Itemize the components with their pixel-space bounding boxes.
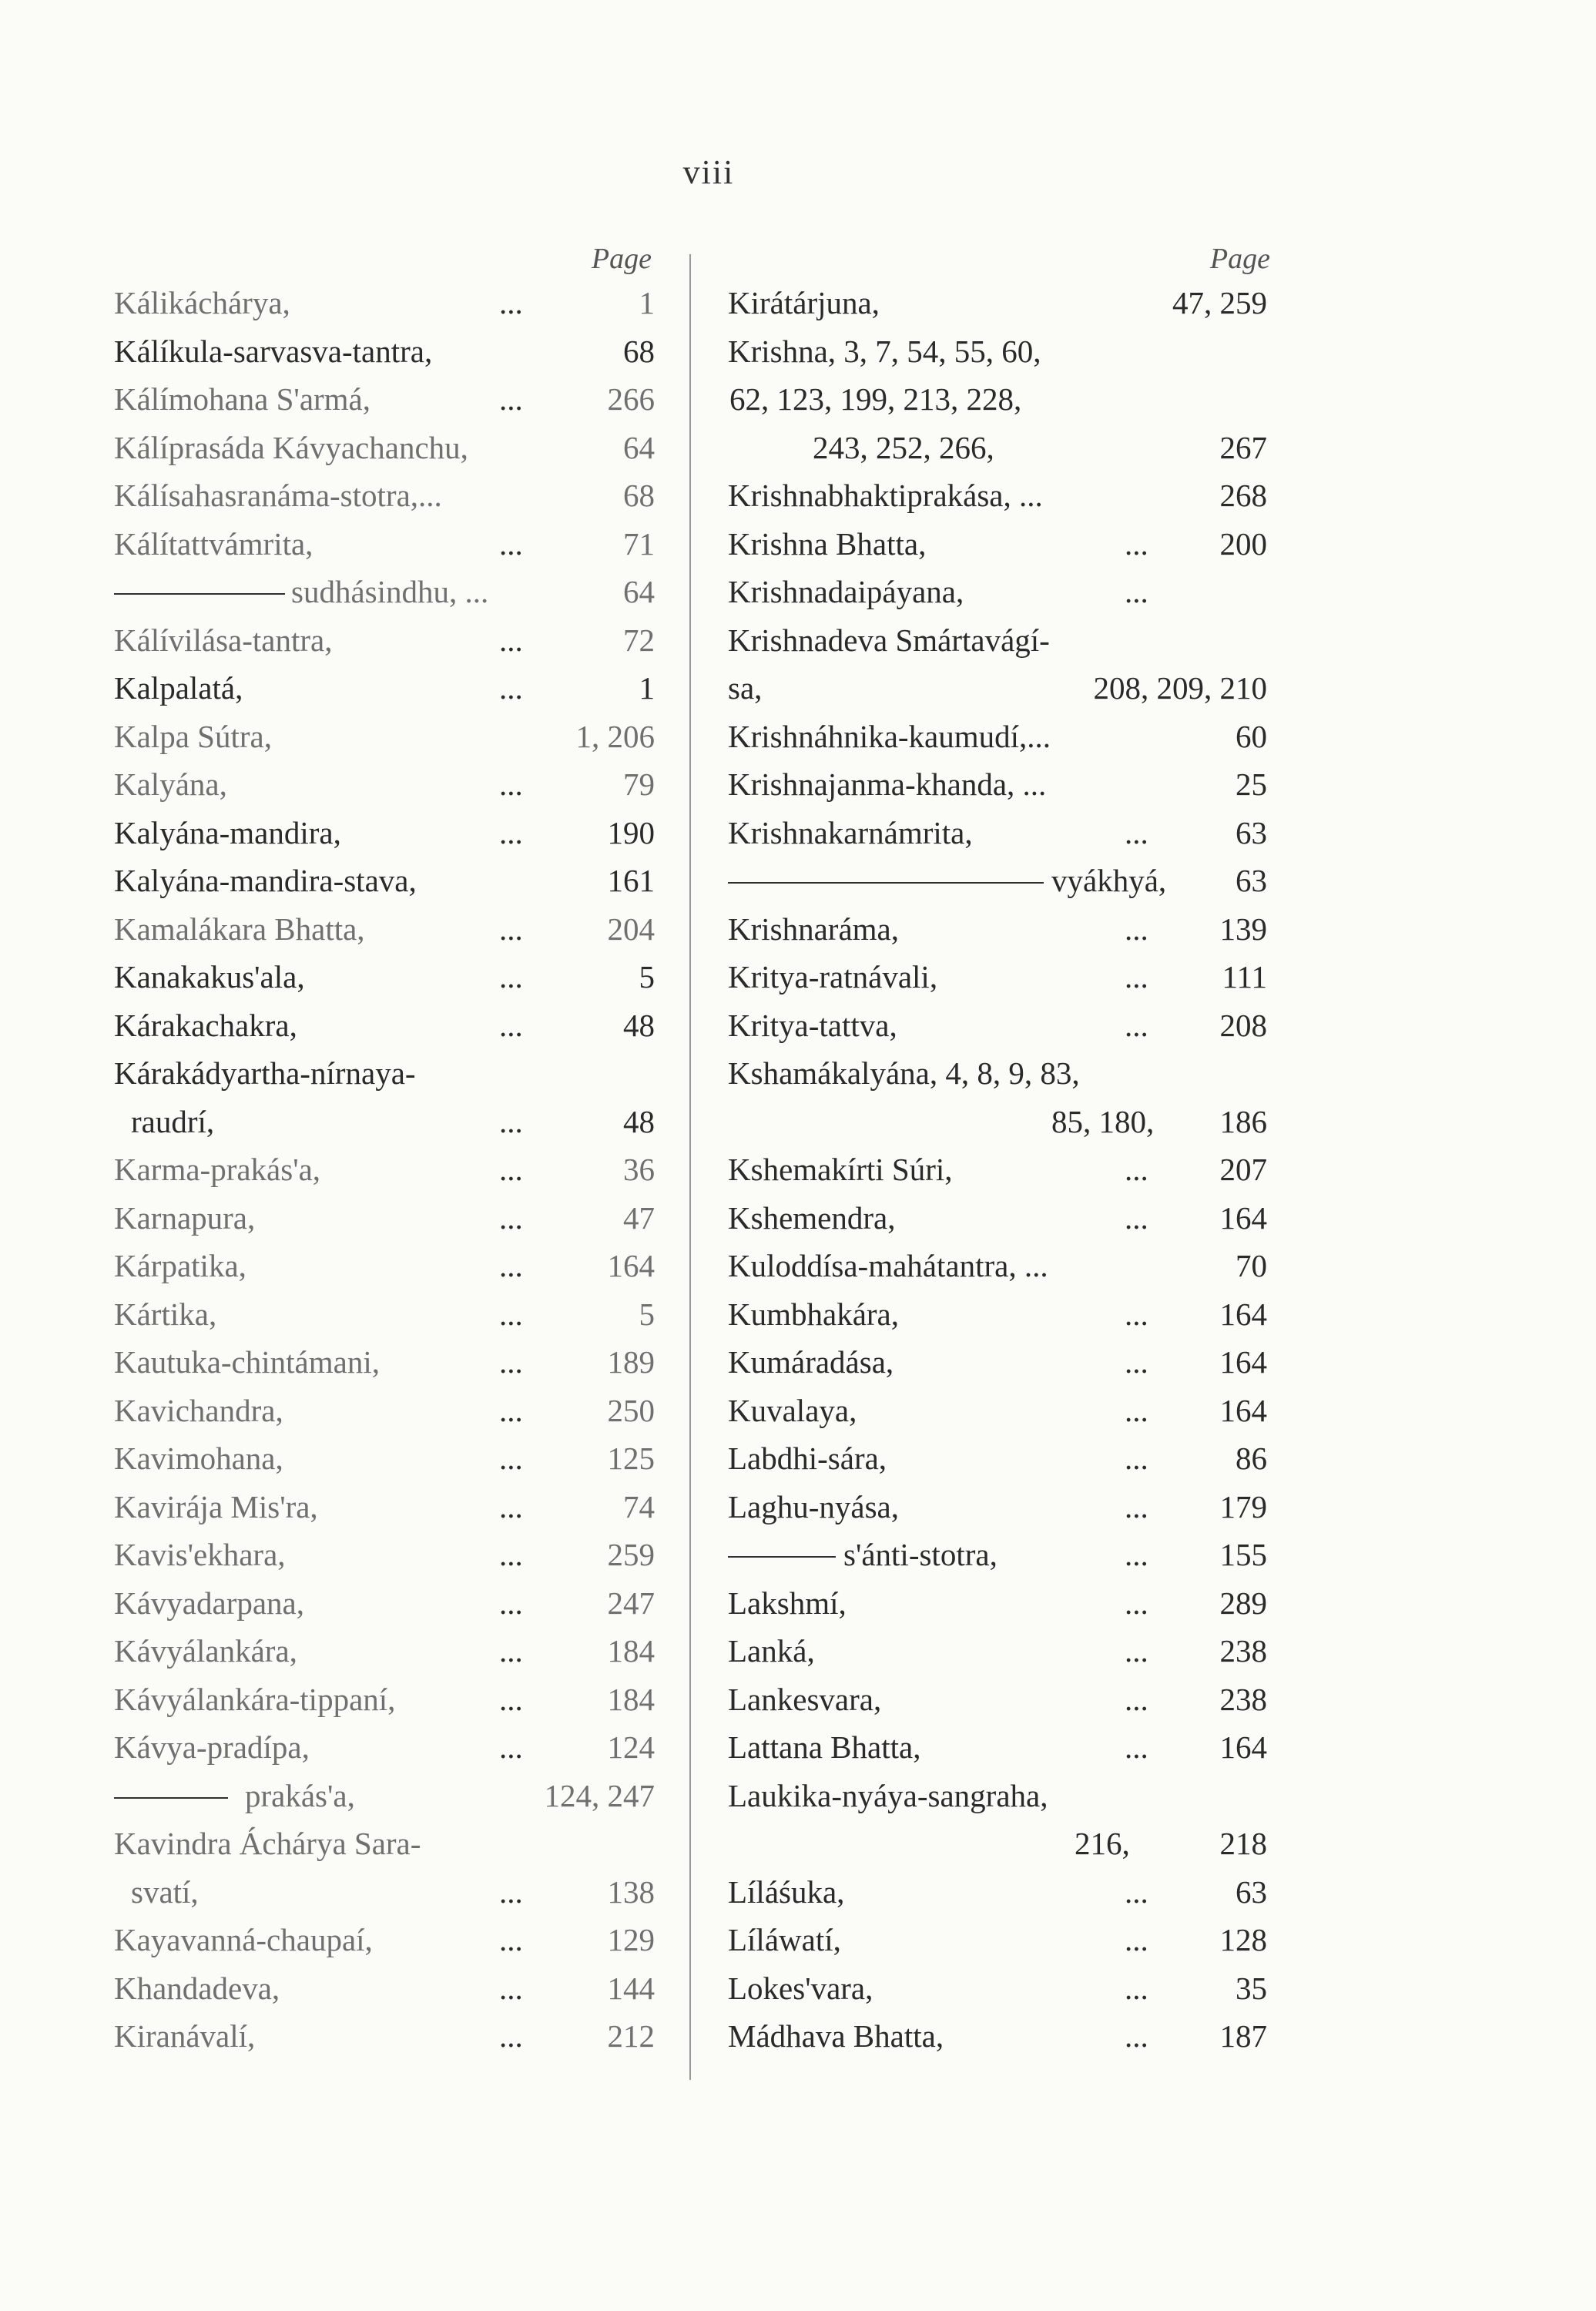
index-entry [728,1290,1267,1339]
leader-dots: ... [499,1633,523,1669]
leader-dots: ... [499,1199,523,1236]
leader-dots: ... [1125,525,1148,562]
entry-title: Khandadeva, [114,1970,280,2006]
page-folio: viii [682,153,735,191]
index-entry [114,568,655,616]
entry-page-number: 155 [1219,1537,1267,1572]
entry-page-number: 125 [607,1441,655,1476]
entry-page-number: 63 [1236,1873,1267,1910]
entry-page-number: 238 [1219,1681,1267,1717]
leader-dots: ... [499,1344,523,1380]
entry-page-number: 138 [607,1873,655,1910]
entry-title: Krishnajanma-khanda, ... [728,766,1047,802]
column-divider [689,254,691,2080]
index-entry [114,1723,655,1772]
entry-title: Kavirája Mis'ra, [114,1488,318,1524]
entry-title: 62, 123, 199, 213, 228, [729,381,1022,417]
entry-page-number: 128 [1219,1922,1267,1957]
leader-dots: ... [499,622,523,658]
entry-page-number: 179 [1219,1488,1267,1524]
entry-title: s'ánti-stotra, [843,1537,998,1572]
entry-title: Kavindra Áchárya Sara- [114,1826,421,1861]
leader-dots: ... [499,959,523,995]
entry-title: Laghu-nyása, [728,1488,899,1524]
entry-page-number: 189 [607,1344,655,1380]
entry-title: Lokes'vara, [728,1970,873,2006]
index-entry [114,1531,655,1579]
leader-dots: ... [499,2018,523,2054]
index-entry [728,1049,1267,1098]
index-entry [114,1290,655,1339]
entry-title: Krishnaráma, [728,911,899,947]
index-entry [114,279,655,327]
entry-title: Kalyána-mandira-stava, [114,863,417,898]
entry-title: Lanká, [728,1633,815,1669]
leader-dots: ... [499,1729,523,1765]
index-entry [728,1723,1267,1772]
index-entry [114,1194,655,1243]
page-column-heading: Page [1209,243,1270,275]
entry-title: Krishnadeva Smártavágí- [728,622,1050,658]
leader-dots: ... [1125,1633,1148,1669]
leader-dots: ... [1125,1441,1148,1476]
entry-page-number: 186 [1219,1103,1267,1139]
entry-page-number: 48 [623,1103,655,1139]
entry-title: Kirátárjuna, [728,285,880,320]
index-entry [114,664,655,713]
entry-page-number: 72 [623,622,655,658]
leader-dots: ... [1125,1199,1148,1236]
index-entry [728,1627,1267,1675]
entry-title: Lankesvara, [728,1681,882,1717]
entry-page-number: 63 [1236,863,1267,898]
entry-title: Kálíprasáda Kávyachanchu, [114,429,468,465]
entry-title: Kuloddísa-mahátantra, ... [728,1248,1048,1283]
entry-title: Kritya-ratnávali, [728,959,938,995]
leader-dots: ... [1125,1344,1148,1380]
leader-dots: ... [1125,1488,1148,1524]
entry-page-number: 5 [639,959,655,995]
entry-title: Lakshmí, [728,1585,847,1621]
entry-title: Kávyálankára-tippaní, [114,1681,396,1717]
entry-title: Karma-prakás'a, [114,1152,321,1187]
entry-title: Kshamákalyána, 4, 8, 9, 83, [728,1055,1080,1091]
entry-page-number: 124, 247 [544,1777,655,1813]
index-entry [114,809,655,857]
entry-page-number: 64 [623,429,655,465]
entry-page-number: 266 [607,381,655,417]
entry-page-number: 164 [1219,1199,1267,1236]
index-entry [114,760,655,809]
index-entry [728,760,1267,809]
entry-page-number: 74 [623,1488,655,1524]
leader-dots: ... [499,1537,523,1572]
index-entry [114,953,655,1001]
index-entry [728,1868,1267,1917]
leader-dots: ... [499,911,523,947]
entry-page-number: 207 [1219,1152,1267,1187]
leader-dots: ... [1125,1681,1148,1717]
leader-dots: ... [499,766,523,802]
leader-dots: ... [499,381,523,417]
entry-title: Kálítattvámrita, [114,525,314,562]
leader-dots: ... [1125,814,1148,850]
entry-title: Kálímohana S'armá, [114,381,371,417]
entry-title: Kalpa Sútra, [114,718,272,754]
leader-dots: ... [499,1103,523,1139]
index-entry [728,857,1267,905]
leader-dots: ... [499,525,523,562]
entry-page-number: 71 [623,525,655,562]
entry-page-number: 190 [607,814,655,850]
entry-title: Kárpatika, [114,1248,246,1283]
index-entry [114,857,655,905]
entry-page-number: 111 [1222,959,1267,995]
entry-page-number: 200 [1219,525,1267,562]
entry-title: Kártika, [114,1296,217,1332]
leader-dots: ... [1125,1537,1148,1572]
entry-page-number: 47 [623,1199,655,1236]
entry-title: Mádhava Bhatta, [728,2018,944,2054]
index-entry [114,713,655,761]
entry-page-number: 184 [607,1681,655,1717]
index-column-right [728,239,1270,2061]
leader-dots: ... [1125,1970,1148,2006]
entry-page-number: 238 [1219,1633,1267,1669]
entry-page-number: 35 [1236,1970,1267,2006]
entry-page-number: 250 [607,1392,655,1428]
entry-page-number: 70 [1236,1248,1267,1283]
entry-title: Kálísahasranáma-stotra,... [114,478,442,513]
leader-dots: ... [1125,574,1148,609]
entry-title: Kayavanná-chaupaí, [114,1922,373,1957]
entry-page-number: 267 [1219,429,1267,465]
entry-title: Kshemendra, [728,1199,896,1236]
index-entry [728,664,1267,713]
ditto-rule [728,1556,836,1558]
index-entry [728,327,1267,376]
entry-title: Kautuka-chintámani, [114,1344,380,1380]
index-entry [114,1627,655,1675]
index-entry [114,1049,655,1098]
leader-dots: ... [1125,1152,1148,1187]
leader-dots: ... [499,1152,523,1187]
index-entry [114,1868,655,1917]
index-entry [114,905,655,954]
leader-dots: ... [499,1873,523,1910]
entry-page-number: 25 [1236,766,1267,802]
entry-title: raudrí, [131,1103,215,1139]
entry-page-number: 164 [1219,1296,1267,1332]
entry-page-number: 259 [607,1537,655,1572]
index-entry [728,471,1267,520]
index-entry [728,1242,1267,1290]
entry-page-number: 63 [1236,814,1267,850]
index-entry [728,424,1267,472]
entry-title: Kalyána-mandira, [114,814,341,850]
leader-dots: ... [499,1007,523,1043]
index-entry [728,1194,1267,1243]
leader-dots: ... [1125,911,1148,947]
entry-title: Kshemakírti Súri, [728,1152,953,1187]
index-entry [728,1772,1267,1820]
entry-page-number: 129 [607,1922,655,1957]
entry-page-number: 164 [1219,1392,1267,1428]
index-entry [728,1916,1267,1964]
index-entry [114,1675,655,1724]
entry-title: Labdhi-sára, [728,1441,887,1476]
leader-dots: ... [1125,2018,1148,2054]
entry-page-number: 208 [1219,1007,1267,1043]
entry-title: Kavichandra, [114,1392,283,1428]
index-entry [728,1387,1267,1435]
entry-title: Kalpalatá, [114,670,243,706]
entry-page-number: 79 [623,766,655,802]
entry-title: Kritya-tattva, [728,1007,897,1043]
leader-dots: ... [499,285,523,320]
leader-dots: ... [1125,1007,1148,1043]
entry-title: sa, [728,670,763,706]
entry-page-number: 208, 209, 210 [1093,670,1267,706]
entry-title: Kálívilása-tantra, [114,622,333,658]
entry-page-number: 139 [1219,911,1267,947]
entry-title: 216, [1075,1826,1130,1861]
entry-page-number: 218 [1219,1826,1267,1861]
entry-page-number: 289 [1219,1585,1267,1621]
index-entry [114,1964,655,2013]
entry-title: Líláwatí, [728,1922,841,1957]
index-entry [114,1145,655,1194]
index-entry [728,2012,1267,2061]
entry-title: Kumáradása, [728,1344,894,1380]
leader-dots: ... [1125,1296,1148,1332]
entry-title: Kárakádyartha-nírnaya- [114,1055,416,1091]
ditto-rule [114,593,285,595]
entry-page-number: 48 [623,1007,655,1043]
entry-title: Kávyadarpana, [114,1585,305,1621]
leader-dots: ... [499,814,523,850]
entry-title: Kanakakus'ala, [114,959,305,995]
leader-dots: ... [499,1441,523,1476]
leader-dots: ... [499,1681,523,1717]
leader-dots: ... [1125,1729,1148,1765]
index-entry [114,1001,655,1050]
entry-page-number: 124 [607,1729,655,1765]
entry-title: Kávya-pradípa, [114,1729,310,1765]
entry-page-number: 86 [1236,1441,1267,1476]
entry-title: Líláśuka, [728,1873,845,1910]
entry-title: Krishnakarnámrita, [728,814,973,850]
entry-page-number: 268 [1219,478,1267,513]
entry-page-number: 1 [639,285,655,320]
entry-page-number: 68 [623,333,655,369]
entry-page-number: 184 [607,1633,655,1669]
entry-title: Laukika-nyáya-sangraha, [728,1777,1048,1813]
entry-title: 243, 252, 266, [813,429,994,465]
index-entry [114,1483,655,1531]
leader-dots: ... [1125,1922,1148,1957]
entry-title: Kavis'ekhara, [114,1537,286,1572]
entry-title: Kamalákara Bhatta, [114,911,365,947]
entry-title: Kávyálankára, [114,1633,297,1669]
entry-title: Kumbhakára, [728,1296,899,1332]
entry-page-number: 164 [607,1248,655,1283]
entry-title: Kavimohana, [114,1441,283,1476]
index-entry [114,375,655,424]
entry-title: Krishnabhaktiprakása, ... [728,478,1043,513]
index-entry [728,616,1267,665]
index-entry [728,568,1267,616]
index-entry [114,2012,655,2061]
index-entry [114,1338,655,1387]
entry-title: sudhásindhu, ... [291,574,489,609]
entry-title: Krishnadaipáyana, [728,574,964,609]
index-entry [114,1916,655,1964]
entry-title: prakás'a, [245,1777,355,1813]
entry-title: Lattana Bhatta, [728,1729,921,1765]
index-entry [114,1820,655,1868]
index-entry [728,1145,1267,1194]
entry-title: Krishna Bhatta, [728,525,927,562]
index-entry [728,1434,1267,1483]
entry-title: Krishna, 3, 7, 54, 55, 60, [728,333,1041,369]
index-entry [114,424,655,472]
leader-dots: ... [1125,1873,1148,1910]
index-entry [728,520,1267,569]
entry-page-number: 144 [607,1970,655,2006]
index-entry [114,1242,655,1290]
index-entry [728,1964,1267,2013]
entry-page-number: 36 [623,1152,655,1187]
entry-page-number: 212 [607,2018,655,2054]
leader-dots: ... [499,670,523,706]
entry-page-number: 187 [1219,2018,1267,2054]
leader-dots: ... [499,1296,523,1332]
index-entry [114,1098,655,1146]
index-entry [728,1483,1267,1531]
index-entry [728,1675,1267,1724]
index-entry [728,1001,1267,1050]
entry-page-number: 47, 259 [1172,285,1267,320]
leader-dots: ... [1125,1392,1148,1428]
index-entry [728,1531,1267,1579]
leader-dots: ... [1125,1585,1148,1621]
index-entry [728,1338,1267,1387]
entry-title: Kárakachakra, [114,1007,297,1043]
index-entry [114,616,655,665]
index-entry [728,1820,1267,1868]
ditto-rule [114,1797,228,1799]
entry-page-number: 161 [607,863,655,898]
index-entry [114,471,655,520]
entry-title: Kuvalaya, [728,1392,857,1428]
entry-title: vyákhyá, [1051,863,1167,898]
index-entry [728,1098,1267,1146]
entry-page-number: 5 [639,1296,655,1332]
entry-page-number: 1, 206 [575,718,655,754]
entry-page-number: 164 [1219,1729,1267,1765]
entry-page-number: 1 [639,670,655,706]
leader-dots: ... [1125,959,1148,995]
entry-title: Karnapura, [114,1199,256,1236]
leader-dots: ... [499,1585,523,1621]
index-entry [728,905,1267,954]
leader-dots: ... [499,1248,523,1283]
index-entry [728,809,1267,857]
index-entry [728,953,1267,1001]
entry-title: Krishnáhnika-kaumudí,... [728,718,1051,754]
index-entry [114,327,655,376]
entry-page-number: 204 [607,911,655,947]
entry-title: 85, 180, [1051,1103,1155,1139]
entry-title: svatí, [131,1873,199,1910]
index-entry [114,520,655,569]
entry-page-number: 60 [1236,718,1267,754]
entry-page-number: 68 [623,478,655,513]
ditto-rule [728,882,1044,884]
index-entry [728,375,1267,424]
index-entry [728,713,1267,761]
leader-dots: ... [499,1970,523,2006]
leader-dots: ... [499,1922,523,1957]
leader-dots: ... [499,1392,523,1428]
index-entry [728,1579,1267,1628]
entry-title: Kálikáchárya, [114,285,290,320]
index-entry [114,1434,655,1483]
entry-title: Kalyána, [114,766,227,802]
index-entry [114,1772,655,1820]
index-entry [728,279,1267,327]
entry-title: Kálíkula-sarvasva-tantra, [114,333,433,369]
page-column-heading: Page [591,243,652,275]
entry-page-number: 64 [623,574,655,609]
entry-title: Kiranávalí, [114,2018,256,2054]
index-entry [114,1387,655,1435]
entry-page-number: 247 [607,1585,655,1621]
entry-page-number: 164 [1219,1344,1267,1380]
index-column-left [114,239,655,2061]
leader-dots: ... [499,1488,523,1524]
index-entry [114,1579,655,1628]
